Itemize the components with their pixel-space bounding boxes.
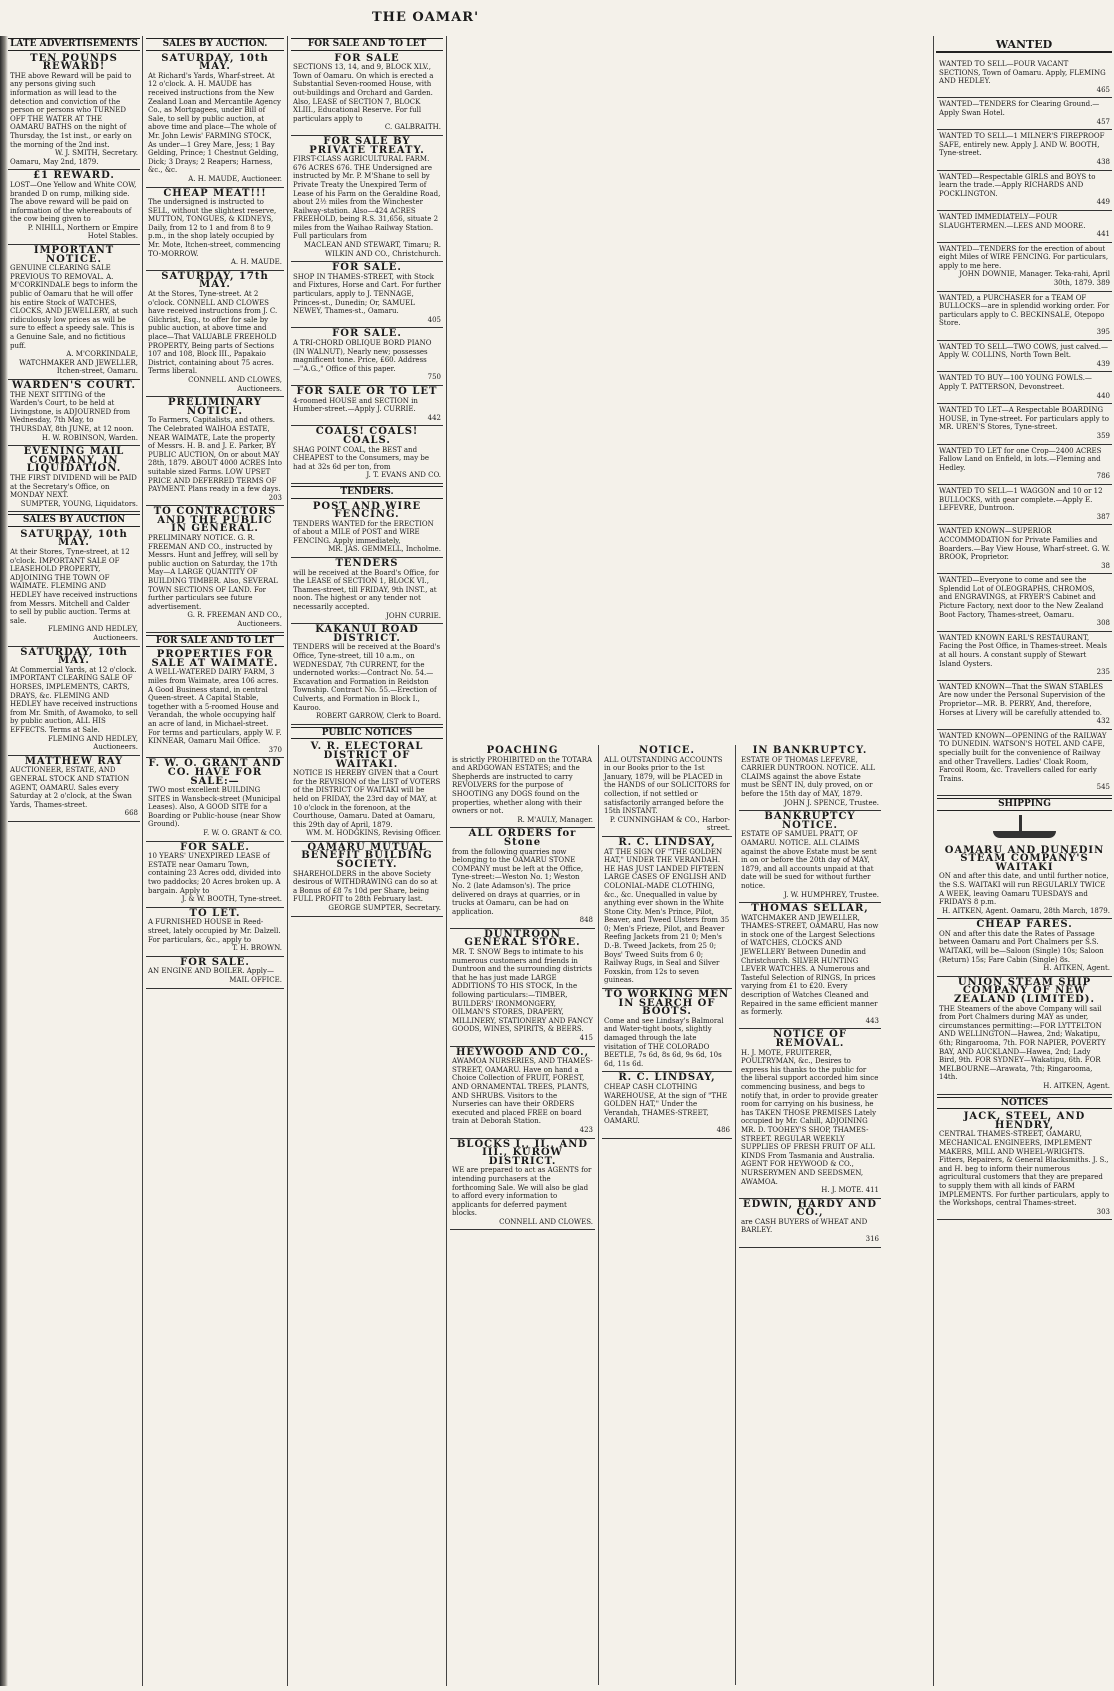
advertisement	[937, 1111, 1112, 1220]
advertisement-body: THE above Reward will be paid to any persons giving such information as will lead to the detection and conviction of the person or persons who TURNED OFF THE WATER AT THE OAMARU BATHS on the night of Thursday, the 1st inst., or early on the morning of the 2nd inst.	[10, 71, 132, 149]
column-wanted	[937, 58, 1112, 1688]
advertisement-heading: TENDERS	[335, 558, 399, 570]
advertisement	[146, 842, 284, 908]
advertisement-heading: TO CONTRACTORS AND THE PUBLIC IN GENERAL.	[153, 506, 277, 535]
advertisement	[602, 1072, 732, 1138]
advertisement-signature: 750	[427, 373, 441, 382]
advertisement	[937, 632, 1112, 681]
advertisement-body: WANTED IMMEDIATELY—FOUR SLAUGHTERMEN.—LEES AND MOORE.	[939, 212, 1086, 230]
section-header: SHIPPING	[937, 798, 1112, 811]
advertisement	[602, 989, 732, 1072]
advertisement-body: LOST—One Yellow and White COW, branded D on rump, milking side. The above reward will be paid on information of the whereabouts of the cow being given to	[10, 180, 137, 224]
page-gutter	[0, 36, 8, 1686]
advertisement	[450, 1047, 595, 1139]
advertisement-signature: 449	[1096, 198, 1110, 207]
advertisement	[291, 741, 443, 842]
advertisement	[739, 745, 881, 811]
advertisement	[146, 908, 284, 957]
advertisement-heading: OAMARU AND DUNEDIN STEAM COMPANY'S WAITAKI	[944, 844, 1105, 873]
advertisement-signature: 441	[1096, 230, 1110, 239]
advertisement-body: SHAREHOLDERS in the above Society desirous of WITHDRAWING can do so at a Bonus of £8 7s 10d per Share, being FULL PROFIT to 28th February last.	[293, 869, 438, 904]
advertisement	[937, 58, 1112, 98]
wanted-header: WANTED	[936, 38, 1112, 53]
advertisement-body: CHEAP CASH CLOTHING WAREHOUSE, At the sign of "THE GOLDEN HAT," Under the Verandah, THAMES-STREET, OAMARU.	[604, 1082, 728, 1126]
advertisement-signature: MACLEAN AND STEWART, Timaru; R. WILKIN AND CO., Christchurch.	[303, 241, 441, 258]
advertisement-body: AT THE SIGN OF "THE GOLDEN HAT," UNDER THE VERANDAH. HE HAS JUST LANDED FIFTEEN LARGE CASES OF ENGLISH AND COLONIAL-MADE CLOTHING, &c., &c. Unequalled in value by anything ever shown in the White Stone City. Men's Prince, Pilot, Beaver, and Tweed Ulsters from 35 0; Men's Frieze, Pilot, and Beaver Reefing Jackets from 21 0; Men's D.-B. Tweed Jackets, from 25 0; Boys' Tweed Suits from 6 0; Railway Rugs, in Seal and Silver Foxskin, from 12s to seven guineas.	[604, 847, 730, 985]
advertisement-body: PRELIMINARY NOTICE. G. R. FREEMAN AND CO., instructed by Messrs. Hunt and Jeffrey, will sell by public auction on Saturday, the 17th May—A LARGE QUANTITY OF BUILDING TIMBER. Also, SEVERAL TOWN SECTIONS OF LAND. For further particulars see future advertisement.	[148, 534, 279, 611]
advertisement-signature: 38	[1101, 561, 1110, 570]
advertisement-heading: SATURDAY, 17th MAY.	[161, 270, 269, 291]
advertisement-body: 4-roomed HOUSE and SECTION in Humber-street.—Apply J. CURRIE.	[293, 396, 418, 414]
advertisement-body: WANTED TO LET—A Respectable BOARDING HOUSE, in Tyne-street. For particulars apply to MR. UREN'S Stores, Tyne-street.	[939, 406, 1109, 432]
advertisement	[937, 977, 1112, 1095]
advertisement-body: A TRI-CHORD OBLIQUE BORD PIANO (IN WALNUT), Nearly new; possesses magnificent tone. Price, £60. Address—"A.G.," Office of this paper.	[293, 339, 432, 373]
advertisement	[739, 1199, 881, 1248]
advertisement-body: TENDERS WANTED for the ERECTION of about a MILE of POST and WIRE FENCING. Apply immediately,	[293, 519, 434, 545]
advertisement-heading: WARDEN'S COURT.	[11, 379, 137, 391]
advertisement	[937, 211, 1112, 243]
advertisement	[291, 624, 443, 725]
advertisement	[450, 745, 595, 828]
advertisement-heading: BLOCKS I., II., AND III., KUROW DISTRICT.	[456, 1138, 589, 1167]
advertisement-body: WANTED KNOWN—OPENING of the RAILWAY TO DUNEDIN. WATSON'S HOTEL AND CAFE, specially built for the convenience of Railway and other Travellers. Ladies' Cloak Room, Farcoil Room, &c. Travellers called for early Trains.	[939, 731, 1107, 783]
advertisement-body: Come and see Lindsay's Balmoral and Water-tight boots, slightly damaged through the late visitation of THE COLORADO BEETLE, 7s 6d, 8s 6d, 9s 6d, 10s 6d, 11s 6d.	[604, 1016, 724, 1068]
advertisement-signature: 457	[1096, 117, 1110, 126]
advertisement-signature: 439	[1096, 359, 1110, 368]
masthead	[0, 0, 1114, 34]
advertisement	[8, 529, 140, 647]
advertisement-body: TENDERS will be received at the Board's Office, Tyne-street, till 10 a.m., on WEDNESDAY, 7th CURRENT, for the undernoted works:—Contract No. 54.—Excavation and Formation in Reidston Township. Contract No. 55.—Erection of Culverts, and Formation in Block I., Kauroo.	[293, 643, 441, 712]
advertisement-signature: 235	[1096, 668, 1110, 677]
column-rule	[446, 36, 447, 1686]
advertisement-signature: C. GALBRAITH.	[384, 123, 441, 132]
advertisement	[937, 341, 1112, 373]
advertisement-heading: IN BANKRUPTCY.	[752, 745, 868, 756]
advertisement-heading: THOMAS SELLAR,	[751, 903, 869, 915]
advertisement-heading: F. W. O. GRANT AND CO. HAVE FOR SALE:—	[148, 758, 282, 787]
advertisement-signature: WM. M. HODGKINS, Revising Officer.	[305, 829, 441, 838]
advertisement	[8, 53, 140, 171]
advertisement-body: FIRST-CLASS AGRICULTURAL FARM. 676 ACRES 676. THE Undersigned are instructed by Mr. P. M'Shane to sell by Private Treaty the Unexpired Term of Lease of his Farm on the Geraldine Road, about 2½ miles from the Winchester Railway-station. Also—424 ACRES FREEHOLD, being R.S. 31,656, situate 2 miles from the Waihao Railway Station. Full particulars from	[293, 155, 441, 241]
advertisement-heading: MATTHEW RAY	[24, 755, 124, 767]
advertisement	[937, 445, 1112, 485]
column-sales-by-auction	[146, 36, 284, 1686]
column-rule	[735, 745, 736, 1685]
advertisement-signature: 486	[716, 1125, 730, 1134]
advertisement	[291, 842, 443, 917]
advertisement-heading: IMPORTANT NOTICE.	[33, 245, 115, 265]
advertisement-body: NOTICE IS HEREBY GIVEN that a Court for the REVISION of the LIST of VOTERS of the DISTRICT OF WAITAKI will be held on FRIDAY, the 23rd day of MAY, at 10 o'clock in the forenoon, at the Courthouse, Oamaru. Dated at Oamaru, this 29th day of April, 1879.	[293, 769, 441, 829]
advertisement-heading: PRELIMINARY NOTICE.	[168, 397, 262, 417]
advertisement-signature: H. AITKEN, Agent.	[1043, 964, 1110, 973]
advertisement	[937, 919, 1112, 977]
section-header: NOTICES	[937, 1097, 1112, 1110]
advertisement-heading: V. R. ELECTORAL DISTRICT OF WAITAKI.	[310, 741, 424, 770]
steamship-illustration	[972, 813, 1077, 843]
advertisement-heading: HEYWOOD AND CO.,	[455, 1046, 590, 1058]
column-for-sale-and-to-let	[291, 36, 443, 1686]
advertisement	[739, 1029, 881, 1198]
advertisement-signature: 415	[579, 1034, 593, 1042]
advertisement	[146, 188, 284, 271]
advertisement-body: WANTED, a PURCHASER for a TEAM OF BULLOCKS—are in splendid working order. For particulars apply to C. BECKINSALE, Otepopo Store.	[939, 293, 1110, 328]
advertisement-heading: ALL ORDERS for Stone	[468, 828, 577, 848]
advertisement-body: AWAMOA NURSERIES, AND THAMES-STREET, OAMARU. Have on hand a Choice Collection of FRUIT, FOREST, AND ORNAMENTAL TREES, PLANTS, AND SHRUBS. Visitors to the Nurseries can have their ORDERS executed and placed FREE on board train at Deborah Station.	[452, 1057, 593, 1126]
advertisement-heading: SATURDAY, 10th MAY.	[20, 646, 128, 667]
advertisement	[937, 845, 1112, 920]
advertisement	[146, 758, 284, 841]
advertisement	[291, 426, 443, 484]
advertisement-signature: J. W. HUMPHREY, Trustee.	[783, 890, 879, 899]
advertisement-signature: JOHN J. SPENCE, Trustee.	[784, 798, 879, 807]
advertisement-signature: W. J. SMITH, Secretary.	[54, 149, 138, 158]
advertisement-body: THE FIRST DIVIDEND will be PAID at the Secretary's Office, on MONDAY NEXT.	[10, 473, 137, 500]
section-header: SALES BY AUCTION	[8, 514, 140, 527]
advertisement-signature: 443	[865, 1016, 879, 1025]
advertisement	[937, 171, 1112, 211]
advertisement-signature: 203	[268, 493, 282, 502]
advertisement-body: WANTED—TENDERS for the erection of about eight Miles of WIRE FENCING. For particulars, apply to me here.	[939, 244, 1109, 270]
section-header: FOR SALE AND TO LET	[146, 635, 284, 648]
advertisement	[8, 446, 140, 512]
advertisement-body: TWO most excellent BUILDING SITES in Wansbeck-street (Municipal Leases). Also, A GOOD SITE for a Boarding or Public-house (near Show Ground).	[148, 786, 281, 829]
advertisement-body: are CASH BUYERS of WHEAT AND BARLEY.	[741, 1217, 868, 1235]
advertisement	[937, 292, 1112, 341]
advertisement-signature: H. AITKEN, Agent. Oamaru, 28th March, 1879.	[941, 906, 1110, 915]
column-notices-b	[602, 745, 732, 1685]
advertisement-signature: H. AITKEN, Agent.	[1043, 1081, 1110, 1090]
advertisement-signature: P. CUNNINGHAM & CO., Harbor-street.	[609, 815, 730, 833]
advertisement-body: H. J. MOTE, FRUITERER, POULTRYMAN, &c., Desires to express his thanks to the public for the liberal support accorded him since commencing business, and begs to notify that, in order to provide greater room for carrying on his business, he has TAKEN THOSE PREMISES Lately occupied by Mr. Cahill, ADJOINING MR. D. TOOHEY'S SHOP, THAMES-STREET. REGULAR WEEKLY SUPPLIES OF FRESH FRUIT OF ALL KINDS From Tasmania and Australia. AGENT FOR HEYWOOD & CO., NURSERYMEN AND SEEDSMEN, AWAMOA.	[741, 1048, 879, 1186]
advertisement-body: THE Steamers of the above Company will sail from Port Chalmers during MAY as under, circumstances permitting:—FOR LYTTELTON AND WELLINGTON—Hawea, 2nd; Wakatipu, 6th; Ringarooma, 7th. FOR NAPIER, POVERTY BAY, AND AUCKLAND—Hawea, 2nd; Lady Bird, 9th. FOR SYDNEY—Wakatipu, 6th. FOR MELBOURNE—Arawata, 7th; Ringarooma, 14th.	[939, 1004, 1106, 1082]
advertisement-signature: FLEMING AND HEDLEY, Auctioneers.	[47, 734, 138, 752]
advertisement-body: WANTED TO SELL—1 MILNER'S FIREPROOF SAFE, entirely new. Apply J. AND W. BOOTH, Tyne-street.	[939, 132, 1105, 158]
advertisement-heading: FOR SALE.	[180, 956, 250, 968]
advertisement-signature: J. & W. BOOTH, Tyne-street.	[181, 895, 282, 904]
advertisement-heading: R. C. LINDSAY,	[618, 836, 716, 848]
advertisement	[291, 262, 443, 328]
advertisement	[146, 397, 284, 506]
advertisement-body: ON and after this date, and until further notice, the S.S. WAITAKI will run REGULARLY TWICE A WEEK, leaving Oamaru TUESDAYS and FRIDAYS 8 p.m.	[939, 872, 1109, 907]
advertisement-body: WANTED TO LET for one Crop—2400 ACRES Fallow Land on Enfield, in lots.—Fleming and Hedley.	[939, 446, 1102, 472]
advertisement	[937, 372, 1112, 404]
column-notices-a	[450, 745, 595, 1685]
advertisement	[8, 170, 140, 245]
advertisement	[602, 837, 732, 989]
advertisement-body: from the following quarries now belonging to the OAMARU STONE COMPANY must be left at the Office, Tyne-street:—Weston No. 1; Weston No. 2 (late Adamson's). The price delivered on drays at quarries, or in trucks at Oamaru, can be had on application.	[452, 847, 584, 916]
advertisement-signature: 465	[1096, 85, 1110, 94]
advertisement-signature: CONNELL AND CLOWES, Auctioneers.	[188, 375, 282, 393]
advertisement-heading: PROPERTIES FOR SALE AT WAIMATE.	[151, 649, 279, 669]
advertisement-body: ALL OUTSTANDING ACCOUNTS in our Books prior to the 1st January, 1879, will be PLACED in the HANDS of our SOLICITORS for collection, if not settled or satisfactorily arranged before the 15th INSTANT.	[604, 755, 730, 816]
advertisement-body: will be received at the Board's Office, for the LEASE of SECTION 1, BLOCK VI., Thames-street, till FRIDAY, 9th INST., at noon. The highest or any tender not necessarily accepted.	[293, 568, 439, 612]
advertisement-body: The undersigned is instructed to SELL, without the slightest reserve, MUTTON, TONGUES, & KIDNEYS, Daily, from 12 to 1 and from 8 to 9 p.m., in the shop lately occupied by Mr. Mote, Itchen-street, commencing TO-MORROW.	[148, 198, 281, 258]
advertisement-heading: DUNTROON GENERAL STORE.	[464, 928, 581, 949]
column-rule	[598, 745, 599, 1685]
advertisement-heading: EVENING MAIL COMPANY, IN LIQUIDATION.	[23, 446, 125, 475]
advertisement-signature: MAIL OFFICE.	[229, 975, 282, 984]
advertisement-heading: CHEAP MEAT!!!	[163, 187, 267, 199]
advertisement-signature: 786	[1096, 472, 1110, 481]
advertisement	[291, 328, 443, 386]
advertisement-signature: 545	[1096, 783, 1110, 792]
advertisement-heading: FOR SALE OR TO LET	[296, 385, 438, 397]
advertisement-body: ESTATE OF SAMUEL PRATT, OF OAMARU. NOTICE. ALL CLAIMS against the above Estate must be sent in on or before the 20th day of MAY, 1879, and all accounts unpaid at that date will be sued for without further notice.	[741, 830, 877, 890]
advertisement-heading: TO LET.	[189, 907, 241, 919]
advertisement-heading: POST AND WIRE FENCING.	[312, 500, 422, 521]
advertisement-signature: 442	[427, 413, 441, 422]
advertisement-signature: 440	[1096, 391, 1110, 400]
advertisement	[146, 271, 284, 397]
advertisement	[937, 730, 1112, 796]
advertisement-heading: FOR SALE	[334, 52, 400, 64]
advertisement-body: WANTED TO SELL—TWO COWS, just calved.—Apply W. COLLINS, North Town Belt.	[939, 342, 1109, 360]
advertisement	[291, 53, 443, 136]
advertisement	[8, 245, 140, 380]
advertisement-heading: FOR SALE BY PRIVATE TREATY.	[309, 135, 425, 156]
advertisement-signature: F. W. O. GRANT & CO.	[203, 829, 282, 838]
advertisement-body: ESTATE OF THOMAS LEFEVRE, CARRIER DUNTROON. NOTICE. ALL CLAIMS against the above Estate must be SENT IN, duly proved, on or before the 15th day of MAY, 1879.	[741, 755, 876, 798]
advertisement-signature: 848	[579, 916, 593, 925]
advertisement	[8, 647, 140, 756]
advertisement-signature: 370	[268, 745, 282, 754]
advertisement-heading: NOTICE OF REMOVAL.	[773, 1029, 847, 1049]
advertisement-signature: G. R. FREEMAN AND CO., Auctioneers.	[187, 611, 282, 628]
advertisement-signature: JOHN CURRIE.	[386, 611, 441, 620]
column-rule	[142, 36, 143, 1686]
advertisement-signature: 303	[1096, 1207, 1110, 1216]
advertisement	[937, 485, 1112, 525]
advertisement-heading: COALS! COALS! COALS.	[315, 426, 419, 446]
advertisement-signature: 668	[124, 809, 138, 818]
advertisement-heading: FOR SALE.	[180, 841, 250, 853]
advertisement	[291, 386, 443, 426]
section-header: FOR SALE AND TO LET	[291, 38, 443, 51]
section-header: PUBLIC NOTICES	[291, 727, 443, 740]
advertisement-signature: H. W. ROBINSON, Warden.	[41, 433, 138, 442]
advertisement-body: WANTED KNOWN—SUPERIOR ACCOMMODATION for Private Families and Boarders.—Bay View House, Wharf-street. G. W. BROOK, Proprietor.	[939, 527, 1110, 562]
advertisement-body: WATCHMAKER AND JEWELLER, THAMES-STREET, OAMARU, Has now in stock one of the Largest Selections of WATCHES, CLOCKS AND JEWELLERY Between Dunedin and Christchurch. SILVER HUNTING LEVER WATCHES. A Numerous and Tasteful Selection of RINGS, In prices varying from £1 to £20. Every description of Watches Cleaned and Repaired in the same efficient manner as formerly.	[741, 913, 879, 1017]
advertisement	[146, 957, 284, 989]
advertisement-body: SECTIONS 13, 14, and 9, BLOCK XLV., Town of Oamaru. On which is erected a Substantial Seven-roomed House, with out-buildings and Orchard and Garden. Also, LEASE of SECTION 7, BLOCK XLIII., Educational Reserve. For full particulars apply to	[293, 63, 434, 123]
advertisement-body: MR. T. SNOW Begs to intimate to his numerous customers and friends in Duntroon and the surrounding districts that he has just made LARGE ADDITIONS TO HIS STOCK, In the following particulars:—TIMBER, BUILDERS' IRONMONGERY, OILMAN'S STORES, DRAPERY, MILLINERY, STATIONERY AND FANCY GOODS, WINES, SPIRITS, & BEERS.	[452, 948, 593, 1034]
advertisement-heading: NOTICE.	[638, 745, 696, 756]
advertisement-heading: OAMARU MUTUAL BENEFIT BUILDING SOCIETY.	[301, 841, 433, 871]
advertisement-body: SHAG POINT COAL, the BEST and CHEAPEST to the Consumers, may be had at 32s 6d per ton, from	[293, 445, 430, 471]
column-notices-c	[739, 745, 881, 1685]
advertisement-body: SHOP IN THAMES-STREET, with Stock and Fixtures, Horse and Cart. For further particulars, apply to J. TENNAGE, Princes-st., Dunedin; Or, SAMUEL NEWEY, Thames-st., Oamaru.	[293, 272, 441, 316]
advertisement-body: A WELL-WATERED DAIRY FARM, 3 miles from Waimate, area 106 acres. A Good Business stand, in central Queen-street. A Capital Stable, together with a 5-roomed House and Verandah, the whole occupying half an acre of land, in Michael-street. For terms and particulars, apply W. F. KINNEAR, Oamaru Mail Office.	[148, 668, 282, 746]
advertisement	[291, 501, 443, 559]
advertisement-signature: P. NIHILL, Northern or Empire Hotel Stables.	[27, 223, 138, 241]
advertisement-body: is strictly PROHIBITED on the TOTARA and ARDGOWAN ESTATES; and the Shepherds are instructed to carry REVOLVERS for the purpose of SHOOTING any DOGS found on the properties, whether along with their owners or not.	[452, 755, 593, 816]
section-header: TENDERS.	[291, 486, 443, 499]
advertisement-signature: 432	[1096, 717, 1110, 726]
advertisement-heading: SATURDAY, 10th MAY.	[20, 528, 128, 549]
advertisement	[937, 525, 1112, 574]
advertisement-signature: 405	[427, 315, 441, 324]
advertisement-heading: R. C. LINDSAY,	[618, 1072, 716, 1084]
advertisement-heading: FOR SALE.	[332, 328, 402, 340]
advertisement	[146, 506, 284, 632]
advertisement-body: At Richard's Yards, Wharf-street. At 12 o'clock. A. H. MAUDE has received instructions from the New Zealand Loan and Mercantile Agency Co., as Mortgagees, under Bill of Sale, to sell by public auction, at above time and place—The whole of Mr. John Lewis' FARMING STOCK, As under—1 Grey Mare, Jess; 1 Bay Gelding, Prince; 1 Chestnut Gelding, Dick; 3 Drays; 2 Reapers; Harness, &c., &c.	[148, 71, 281, 175]
advertisement	[8, 756, 140, 822]
advertisement-heading: JACK, STEEL, AND HENDRY,	[963, 1111, 1086, 1131]
advertisement-signature: T. H. BROWN.	[232, 944, 282, 953]
advertisement-heading: POACHING	[486, 745, 559, 756]
advertisement-signature: MR. JAS. GEMMELL, Incholme.	[328, 545, 441, 554]
advertisement-heading: TEN POUNDS REWARD!	[30, 52, 118, 73]
advertisement	[937, 243, 1112, 292]
advertisement-body: WANTED—TENDERS for Clearing Ground.—Apply Swan Hotel.	[939, 100, 1100, 117]
advertisement	[937, 404, 1112, 444]
advertisement-signature: A. M'CORKINDALE, WATCHMAKER AND JEWELLER, Itchen-street, Oamaru.	[19, 350, 138, 376]
advertisement-heading: EDWIN, HARDY AND CO.,	[742, 1198, 878, 1219]
advertisement-body: WANTED TO BUY—100 YOUNG FOWLS.—Apply T. PATTERSON, Devonstreet.	[939, 374, 1092, 391]
newspaper-title: THE OAMAR'	[372, 10, 480, 25]
advertisement-body: ON and after this date the Rates of Passage between Oamaru and Port Chalmers per S.S. WAITAKI, will be—Saloon (Single) 10s; Saloon (Return) 15s; Fare Cabin (Single) 8s.	[939, 929, 1104, 964]
advertisement-signature: 438	[1096, 157, 1110, 166]
advertisement-signature: 423	[579, 1125, 593, 1134]
advertisement	[937, 681, 1112, 730]
advertisement	[291, 558, 443, 624]
column-rule	[287, 36, 288, 1686]
section-header: LATE ADVERTISEMENTS	[8, 38, 140, 51]
advertisement-heading: UNION STEAM SHIP COMPANY OF NEW ZEALAND (LIMITED).	[954, 976, 1095, 1006]
advertisement-signature: GEORGE SUMPTER, Secretary.	[328, 904, 441, 913]
advertisement-body: WANTED KNOWN—That the SWAN STABLES Are now under the Personal Supervision of the Proprietor—MR. B. PERRY, And, therefore, Horses at Livery will be carefully attended to.	[939, 682, 1106, 717]
advertisement-heading: BANKRUPTCY NOTICE.	[764, 811, 856, 831]
advertisement-signature: ROBERT GARROW, Clerk to Board.	[315, 712, 441, 721]
advertisement-signature: FLEMING AND HEDLEY, Auctioneers.	[47, 625, 138, 642]
advertisement	[450, 929, 595, 1047]
advertisement-signature: 359	[1096, 431, 1110, 440]
advertisement-heading: KAKANUI ROAD DISTRICT.	[315, 624, 419, 644]
advertisement	[450, 1139, 595, 1231]
advertisement-body: WANTED—Respectable GIRLS and BOYS to learn the trade.—Apply RICHARDS AND POCKLINGTON.	[939, 172, 1096, 198]
advertisement-body: WANTED TO SELL—FOUR VACANT SECTIONS, Town of Oamaru. Apply, FLEMING AND HEDLEY.	[939, 60, 1106, 86]
column-late-advertisements	[8, 36, 140, 1686]
advertisement	[739, 811, 881, 903]
advertisement-body: A FURNISHED HOUSE in Reed-street, lately occupied by Mr. Dalzell. For particulars, &c., apply to	[148, 918, 281, 944]
advertisement	[291, 136, 443, 262]
section-header: SALES BY AUCTION.	[146, 38, 284, 51]
advertisement	[739, 903, 881, 1029]
advertisement-dateline: Oamaru, May 2nd, 1879.	[10, 157, 99, 166]
advertisement	[602, 745, 732, 837]
advertisement-body: AUCTIONEER, ESTATE, AND GENERAL STOCK AND STATION AGENT, OAMARU. Sales every Saturday at 2 o'clock, at the Swan Yards, Thames-street.	[10, 766, 132, 809]
advertisement-signature: 316	[865, 1235, 879, 1244]
column-rule	[933, 36, 934, 1686]
advertisement	[937, 130, 1112, 170]
advertisement-heading: SATURDAY, 10th MAY.	[161, 52, 269, 73]
advertisement-heading: CHEAP FARES.	[976, 919, 1073, 931]
advertisement	[8, 380, 140, 446]
advertisement-signature: A. H. MAUDE.	[230, 258, 282, 267]
advertisement-body: At their Stores, Tyne-street, at 12 o'clock. IMPORTANT SALE OF LEASEHOLD PROPERTY, ADJOINING THE TOWN OF WAIMATE. FLEMING AND HEDLEY have received instructions from Messrs. Mitchell and Calder to sell by public auction. Terms at sale.	[10, 548, 138, 625]
advertisement-signature: SUMPTER, YOUNG, Liquidators.	[20, 499, 138, 508]
advertisement	[146, 649, 284, 758]
advertisement-body: AN ENGINE AND BOILER. Apply—	[148, 967, 274, 976]
advertisement-signature: H. J. MOTE. 411	[821, 1186, 879, 1195]
advertisement-heading: £1 REWARD.	[33, 170, 115, 182]
advertisement-body: WANTED—Everyone to come and see the Splendid Lot of OLEOGRAPHS, CHROMOS, and ENGRAVINGS, at FRYER'S Cabinet and Picture Factory, next door to the New Zealand Boot Factory, Thames-street, Oamaru.	[939, 576, 1104, 619]
advertisement-signature: 308	[1096, 619, 1110, 628]
advertisement-body: 10 YEARS' UNEXPIRED LEASE of ESTATE near Oamaru Town, containing 23 Acres odd, divided into two paddocks; 20 Acres broken up. A bargain. Apply to	[148, 852, 281, 895]
advertisement-body: WANTED KNOWN EARL'S RESTAURANT, Facing the Post Office, in Thames-street. Meals at all hours. A constant supply of Stewart Island Oysters.	[939, 633, 1108, 668]
advertisement-signature: R. M'AULY, Manager.	[517, 815, 593, 824]
advertisement-signature: JOHN DOWNIE, Manager. Teka-rahi, April 30th, 1879. 389	[959, 270, 1110, 288]
advertisement-body: CENTRAL THAMES-STREET, OAMARU, MECHANICAL ENGINEERS, IMPLEMENT MAKERS, MILL AND WHEEL-WRIGHTS. Fitters, Repairers, & General Blacksmiths. J. S., and H. beg to inform their numerous agricultural customers that they are prepared to supply them with all kinds of FARM IMPLEMENTS. For further particulars, apply to the Workshops, central Thames-street.	[939, 1130, 1110, 1208]
advertisement-body: At the Stores, Tyne-street. At 2 o'clock. CONNELL AND CLOWES have received instructions from J. C. Gilchrist, Esq., to offer for sale by public auction, at above time and place—That VALUABLE FREEHOLD PROPERTY, Being parts of Sections 107 and 108, Block III., Papakaio District, containing about 75 acres. Terms liberal.	[148, 290, 278, 376]
advertisement-body: GENUINE CLEARING SALE PREVIOUS TO REMOVAL. A. M'CORKINDALE begs to inform the public of Oamaru that he will offer his entire Stock of WATCHES, CLOCKS, AND JEWELLERY, at such ridiculously low prices as will be sure to effect a speedy sale. This is a Genuine Sale, and no fictitious puff.	[10, 264, 138, 350]
advertisement	[937, 574, 1112, 632]
advertisement-heading: TO WORKING MEN IN SEARCH OF BOOTS.	[604, 989, 730, 1018]
advertisement-body: To Farmers, Capitalists, and others. The Celebrated WAIHOA ESTATE, NEAR WAIMATE, Late the property of Messrs. H. B. and J. E. Parker, BY PUBLIC AUCTION, On or about MAY 28th, 1879. ABOUT 4000 ACRES Into suitable sized Farms. LOW UPSET PRICE AND DEFERRED TERMS OF PAYMENT. Plans ready in a few days.	[148, 416, 282, 494]
advertisement	[450, 828, 595, 929]
advertisement-body: WANTED TO SELL—1 WAGGON and 10 or 12 BULLOCKS, with gear complete.—Apply E. LEFEVRE, Duntroon.	[939, 486, 1103, 513]
advertisement-signature: 395	[1096, 328, 1110, 337]
advertisement-signature: 387	[1096, 512, 1110, 521]
advertisement-body: WE are prepared to act as AGENTS for intending purchasers at the forthcoming Sale. We will also be glad to afford every information to applicants for deferred payment blocks.	[452, 1166, 592, 1218]
advertisement	[937, 98, 1112, 130]
advertisement-body: THE NEXT SITTING of the Warden's Court, to be held at Livingstone, is ADJOURNED from Wednesday, 7th May, to THURSDAY, 8th JUNE, at 12 noon.	[10, 390, 134, 433]
advertisement-heading: FOR SALE.	[332, 262, 402, 274]
advertisement-signature: A. H. MAUDE, Auctioneer.	[188, 174, 282, 183]
advertisement	[146, 53, 284, 188]
advertisement-body: At Commercial Yards, at 12 o'clock. IMPORTANT CLEARING SALE OF HORSES, IMPLEMENTS, CARTS, DRAYS, &c. FLEMING AND HEDLEY have received instructions from Mr. Smith, of Awamoko, to sell by public auction, ALL HIS EFFECTS. Terms at Sale.	[10, 665, 138, 734]
advertisement-signature: CONNELL AND CLOWES.	[499, 1217, 593, 1226]
advertisement-signature: J. T. EVANS AND CO.	[366, 471, 441, 480]
